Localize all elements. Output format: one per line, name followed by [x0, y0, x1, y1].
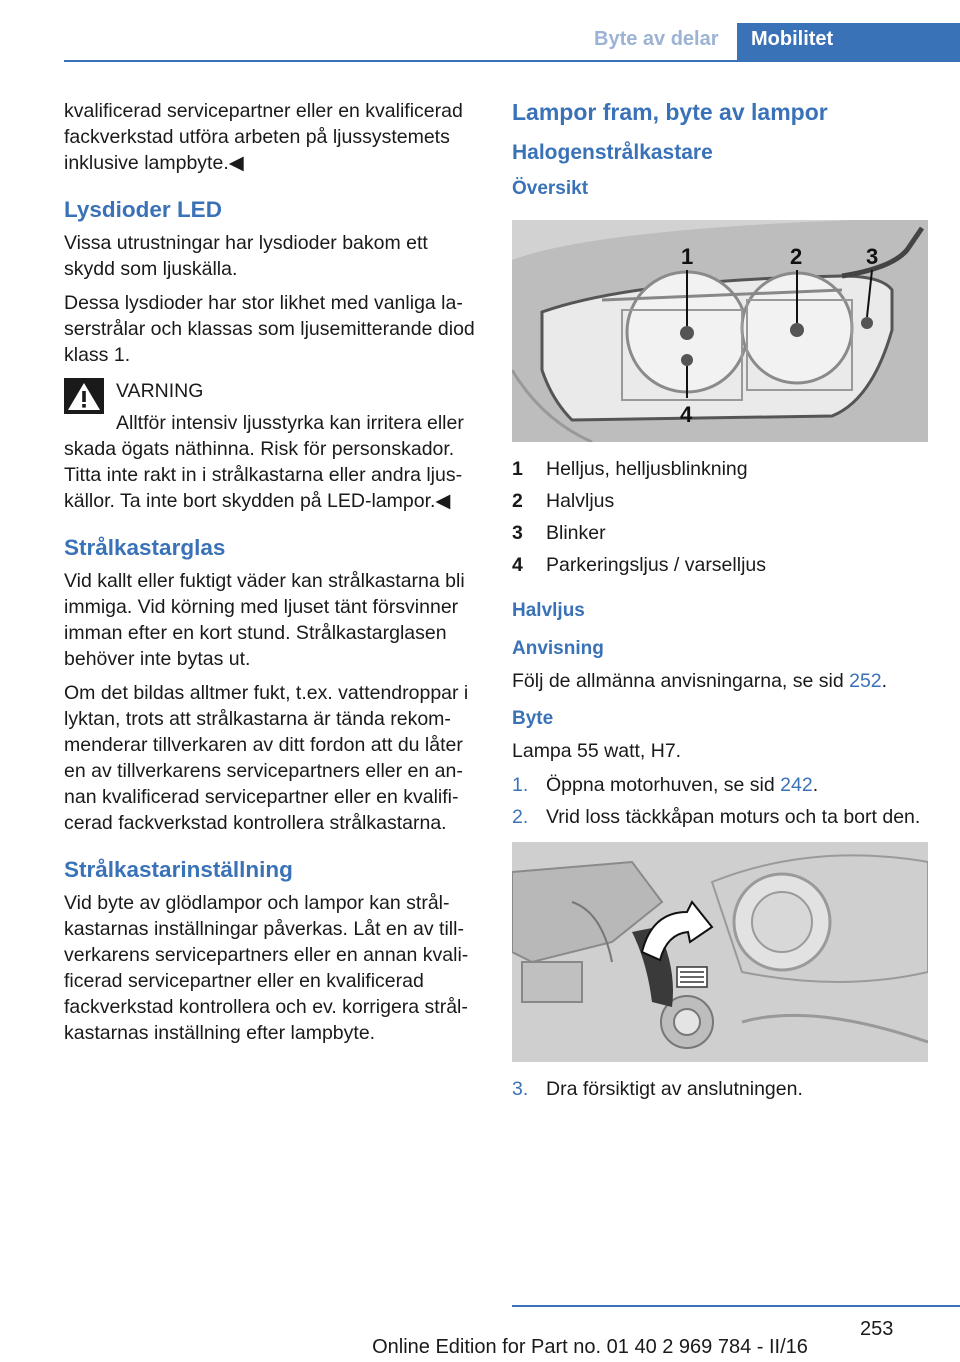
note-paragraph — [512, 668, 928, 694]
legend-number: 4 — [512, 554, 523, 576]
callout-label-1: 1 — [681, 244, 694, 269]
legend-number: 2 — [512, 490, 523, 512]
step-item — [512, 1076, 928, 1102]
warning-triangle-icon — [64, 378, 104, 414]
low-beam-heading: Halvljus — [512, 600, 585, 621]
legend-item — [512, 456, 928, 482]
section-title: Lampor fram, byte av lampor — [512, 99, 828, 125]
step-item — [512, 804, 928, 830]
replace-heading: Byte — [512, 708, 554, 729]
glass-paragraph-2: Om det bildas alltmer fukt, t.ex. vattendroppar i lyktan, trots att strålkastarna är tända rekommenderar tillverkaren av ditt fordon att du låter en av tillverkarens servicepartners eller en annan kvalificerad servicepartner eller en kvalificerad fackverkstad kontrollera strålkastarna. — [64, 682, 469, 834]
led-paragraph-1: Vissa utrustningar har lysdioder bakom ett skydd som ljuskälla. — [64, 232, 428, 280]
legend-number: 1 — [512, 458, 523, 480]
step-text: Vrid loss täckkåpan moturs och ta bort den. — [546, 806, 921, 828]
adjust-heading: Strålkastarinställning — [64, 857, 293, 882]
step-text-body: Öppna motorhuven, se sid — [546, 774, 781, 796]
step-item — [512, 772, 928, 798]
warning-title: VARNING — [116, 380, 204, 402]
halogen-heading: Halogenstrålkastare — [512, 141, 713, 164]
overview-heading: Översikt — [512, 178, 589, 199]
led-paragraph-2: Dessa lysdioder har stor likhet med vanliga laserstrålar och klassas som ljusemitterande diod klass 1. — [64, 292, 475, 366]
step-number: 2. — [512, 806, 529, 828]
chapter-tab[interactable]: Mobilitet — [737, 23, 960, 62]
legend-text: Halvljus — [546, 490, 615, 512]
warning-block — [64, 378, 480, 514]
led-heading: Lysdioder LED — [64, 197, 222, 222]
page-link-252[interactable]: 252 — [849, 670, 882, 692]
adjust-paragraph: Vid byte av glödlampor och lampor kan strålkastarnas inställningar påverkas. Låt en av tillverkarens servicepartners eller en annan kvalificerad servicepartner eller en kvalificerad fackverkstad kontrollera och ev. korrigera strålkastarnas inställning efter lampbyte. — [64, 892, 469, 1044]
warning-text: Alltför intensiv ljusstyrka kan irritera eller skada ögats näthinna. Risk för personskador. Titta inte rakt in i strålkastarna eller andra ljuskällor. Ta inte bort skydden på LED-lampor.◀ — [64, 412, 464, 512]
footer-edition-text: Online Edition for Part no. 01 40 2 969 784 - II/16 — [372, 1336, 808, 1358]
legend-item — [512, 552, 928, 578]
legend-text: Blinker — [546, 522, 606, 544]
headlight-illustration — [512, 220, 928, 442]
page-number: 253 — [860, 1318, 894, 1340]
step-text — [546, 772, 818, 798]
legend-number: 3 — [512, 522, 523, 544]
step-number: 3. — [512, 1078, 529, 1100]
note-heading: Anvisning — [512, 638, 604, 659]
legend-item — [512, 488, 928, 514]
step-end: . — [812, 774, 819, 796]
replace-paragraph: Lampa 55 watt, H7. — [512, 740, 682, 762]
left-column — [64, 98, 480, 1054]
glass-paragraph-1: Vid kallt eller fuktigt väder kan strålkastarna bli immiga. Vid körning med ljuset tänt försvinner imman efter en kort stund. Strålkastarglasen behöver inte bytas ut. — [64, 570, 465, 670]
glass-heading: Strålkastarglas — [64, 535, 226, 560]
legend-text: Helljus, helljusblinkning — [546, 458, 748, 480]
callout-label-2: 2 — [790, 244, 803, 269]
headlight-overview-image — [512, 220, 928, 442]
legend-item — [512, 520, 928, 546]
page-link-242[interactable]: 242 — [780, 774, 813, 796]
right-column — [512, 98, 928, 1108]
callout-label-4: 4 — [680, 402, 693, 427]
footer-rule — [512, 1305, 960, 1307]
step-number: 1. — [512, 774, 529, 796]
callout-label-3: 3 — [866, 244, 879, 269]
note-end: . — [881, 670, 888, 692]
engine-bay-image — [512, 842, 928, 1062]
intro-paragraph: kvalificerad servicepartner eller en kvalificerad fackverkstad utföra arbeten på ljussystemets inklusive lampbyte.◀ — [64, 100, 463, 174]
step-text: Dra försiktigt av anslutningen. — [546, 1078, 803, 1100]
engine-bay-illustration — [512, 842, 928, 1062]
legend-text: Parkeringsljus / varselljus — [546, 554, 766, 576]
note-text: Följ de allmänna anvisningarna, se sid — [512, 670, 850, 692]
section-tab[interactable]: Byte av delar — [594, 28, 719, 50]
